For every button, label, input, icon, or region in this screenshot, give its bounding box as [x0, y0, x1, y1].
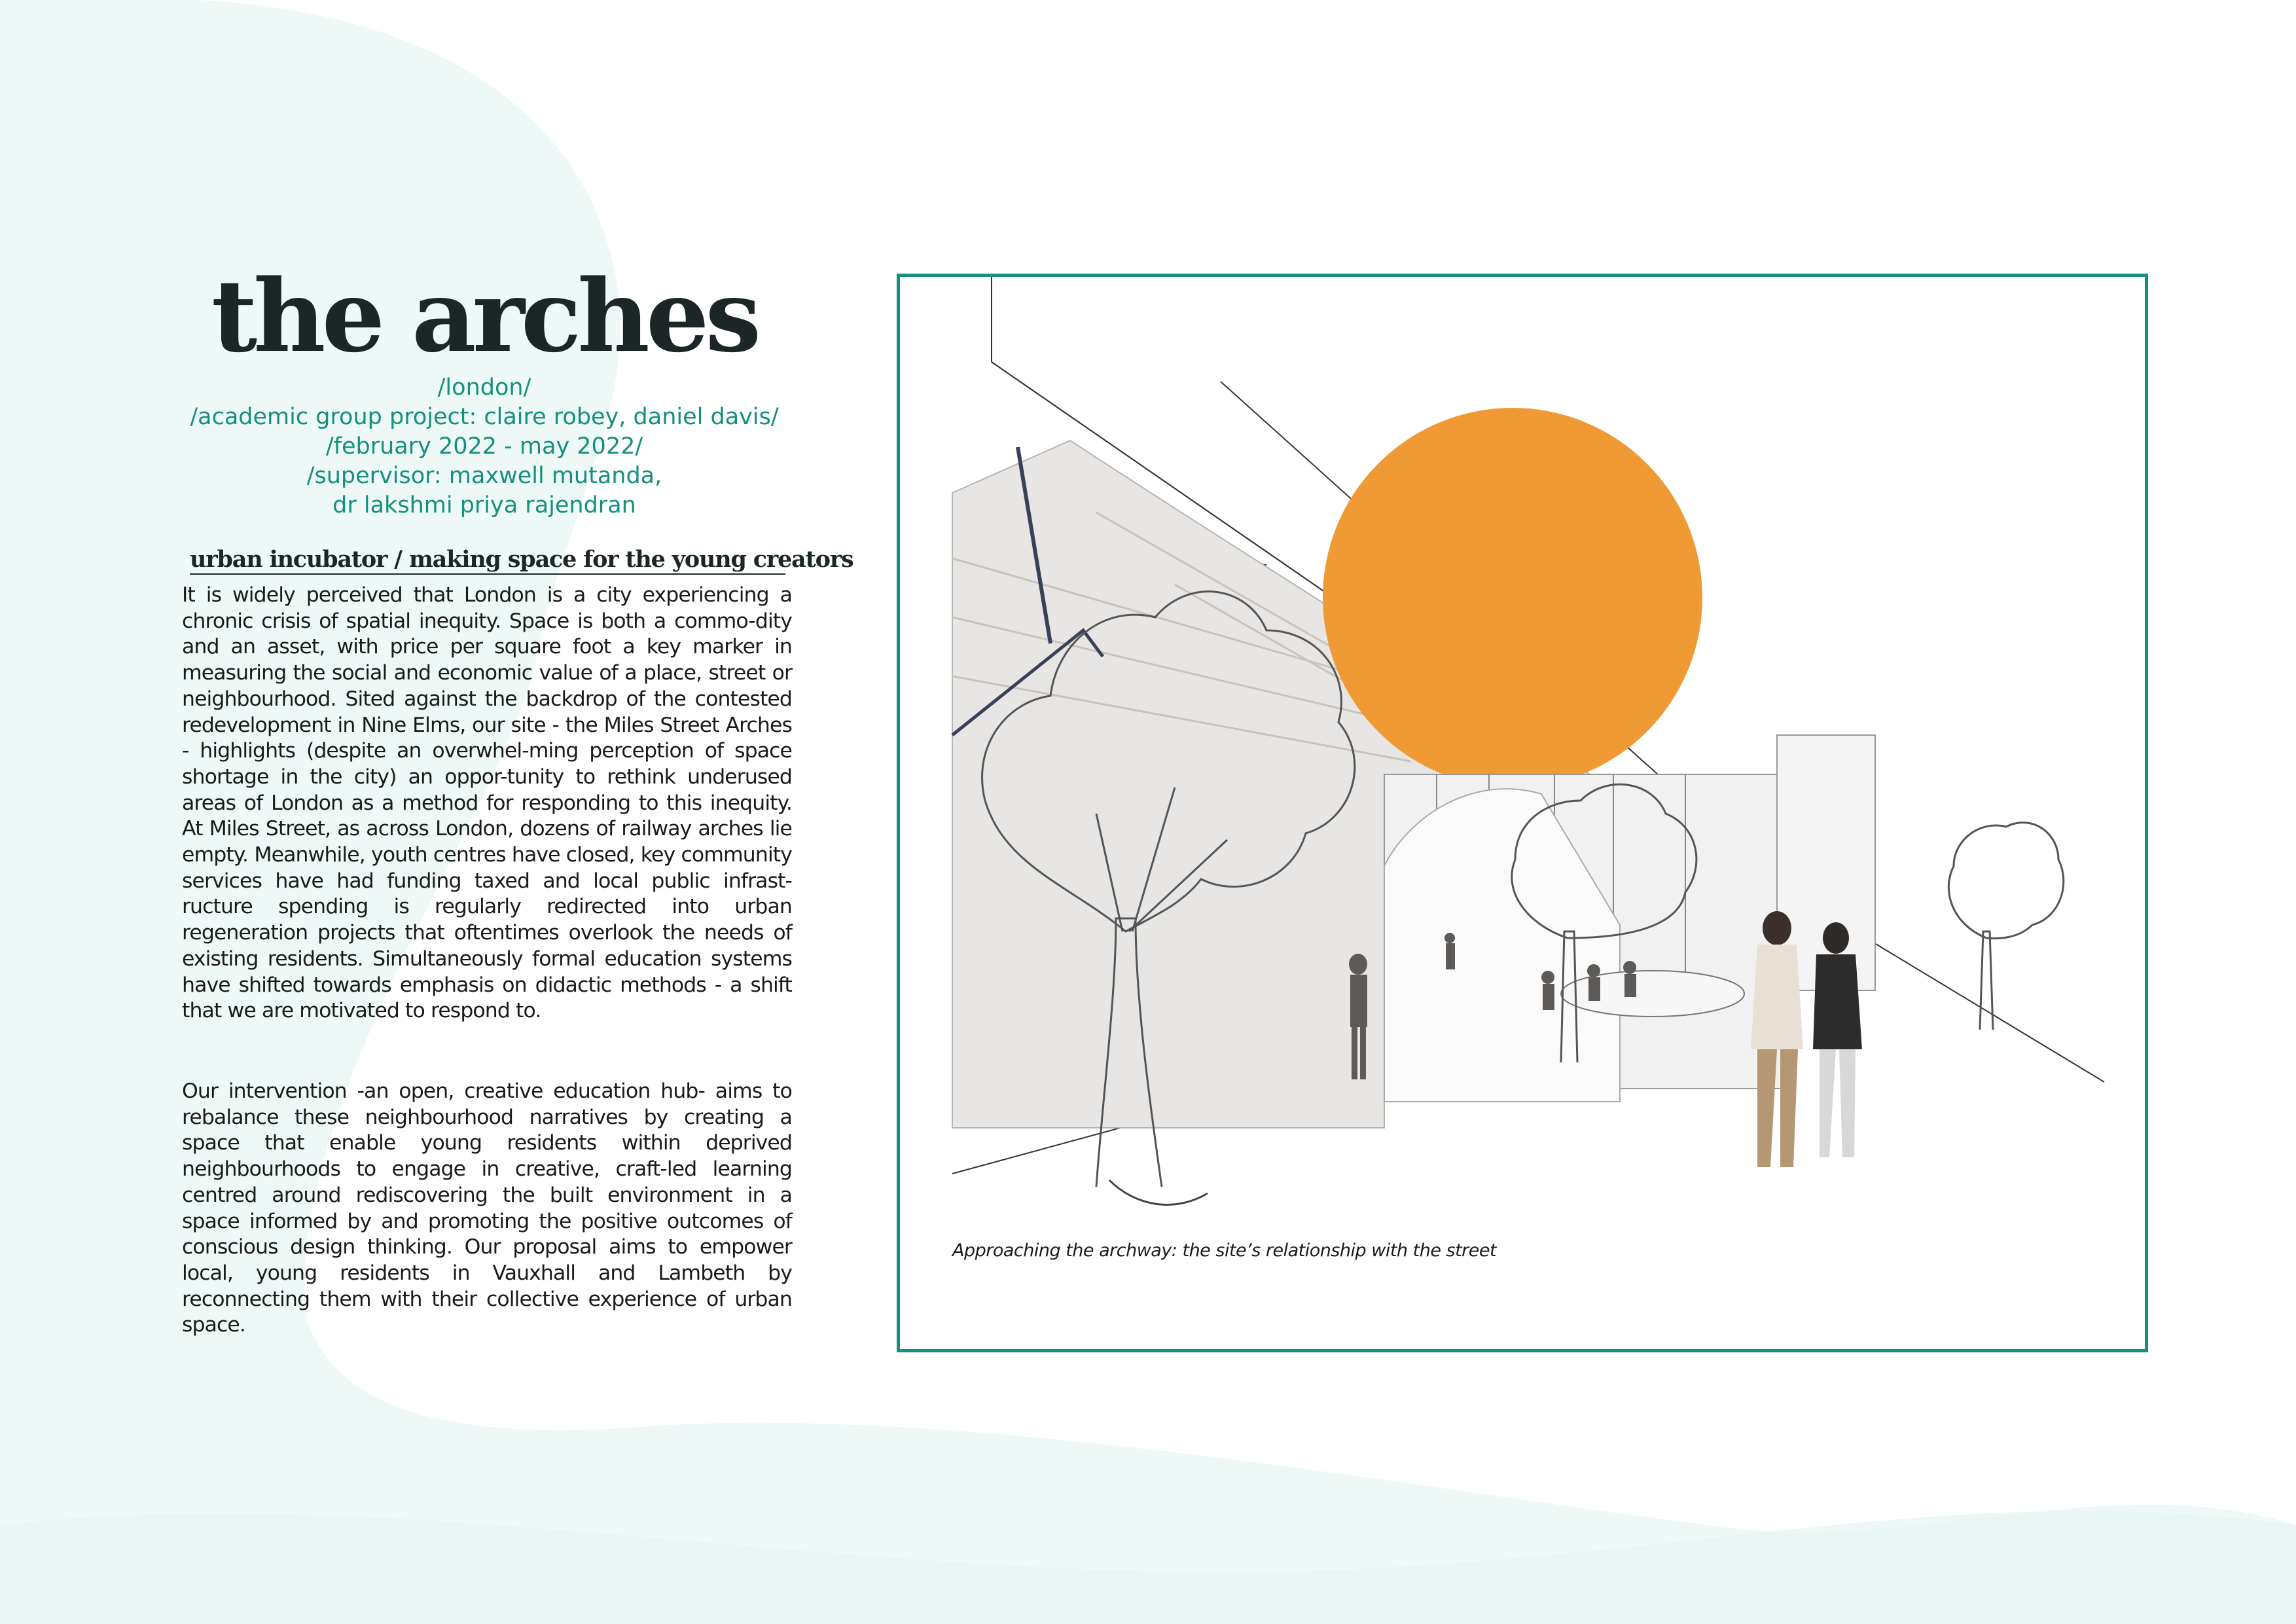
- location-line: /london/: [437, 374, 531, 401]
- orange-sun: [1323, 408, 1702, 787]
- title-block: [157, 259, 812, 520]
- supervisor-line: /supervisor: maxwell mutanda,: [306, 463, 662, 489]
- heading-underline: [190, 573, 785, 575]
- supervisor-line-2: dr lakshmi priya rajendran: [332, 492, 636, 518]
- section-heading: urban incubator / making space for the young creators: [190, 546, 853, 573]
- figure-caption: Approaching the archway: the site’s relationship with the street: [952, 1240, 1497, 1261]
- body-paragraph-2: Our intervention -an open, creative education hub- aims to rebalance these neighbourhood narratives by creating a space that enable young residents within deprived neighbourhoods to engage in creative, craft-led learning centred around rediscovering the built environment in a space informed by and promoting the positive outcomes of conscious design thinking. Our proposal aims to empower local, young residents in Vauxhall and Lambeth by reconnecting them with their collective experience of urban space.: [182, 1079, 792, 1337]
- body-paragraph-1: It is widely perceived that London is a city experiencing a chronic crisis of spatial inequity. Space is both a commo-dity and an asset, with price per square foot a key marker in measuring the social and economic value of a place, street or neighbourhood. Sited against the backdrop of the contested redevelopment in Nine Elms, our site - the Miles Street Arches - highlights (despite an overwhel-ming perception of space shortage in the city) an oppor-tunity to rethink underused areas of London as a method for responding to this inequity. At Miles Street, as across London, dozens of railway arches lie empty. Meanwhile, youth centres have closed, key community services have had funding taxed and local public infrast-ructure spending is regularly redirected into urban regeneration projects that oftentimes overlook the needs of existing residents. Simultaneously formal education systems have shifted towards emphasis on didactic methods - a shift that we are motivated to respond to.: [182, 583, 792, 1023]
- date-range-line: /february 2022 - may 2022/: [325, 433, 643, 460]
- page-title: the arches: [211, 257, 758, 374]
- project-team-line: /academic group project: claire robey, daniel davis/: [190, 404, 779, 430]
- illustration-frame: [897, 274, 2148, 1352]
- archway-illustration: [900, 277, 2145, 1349]
